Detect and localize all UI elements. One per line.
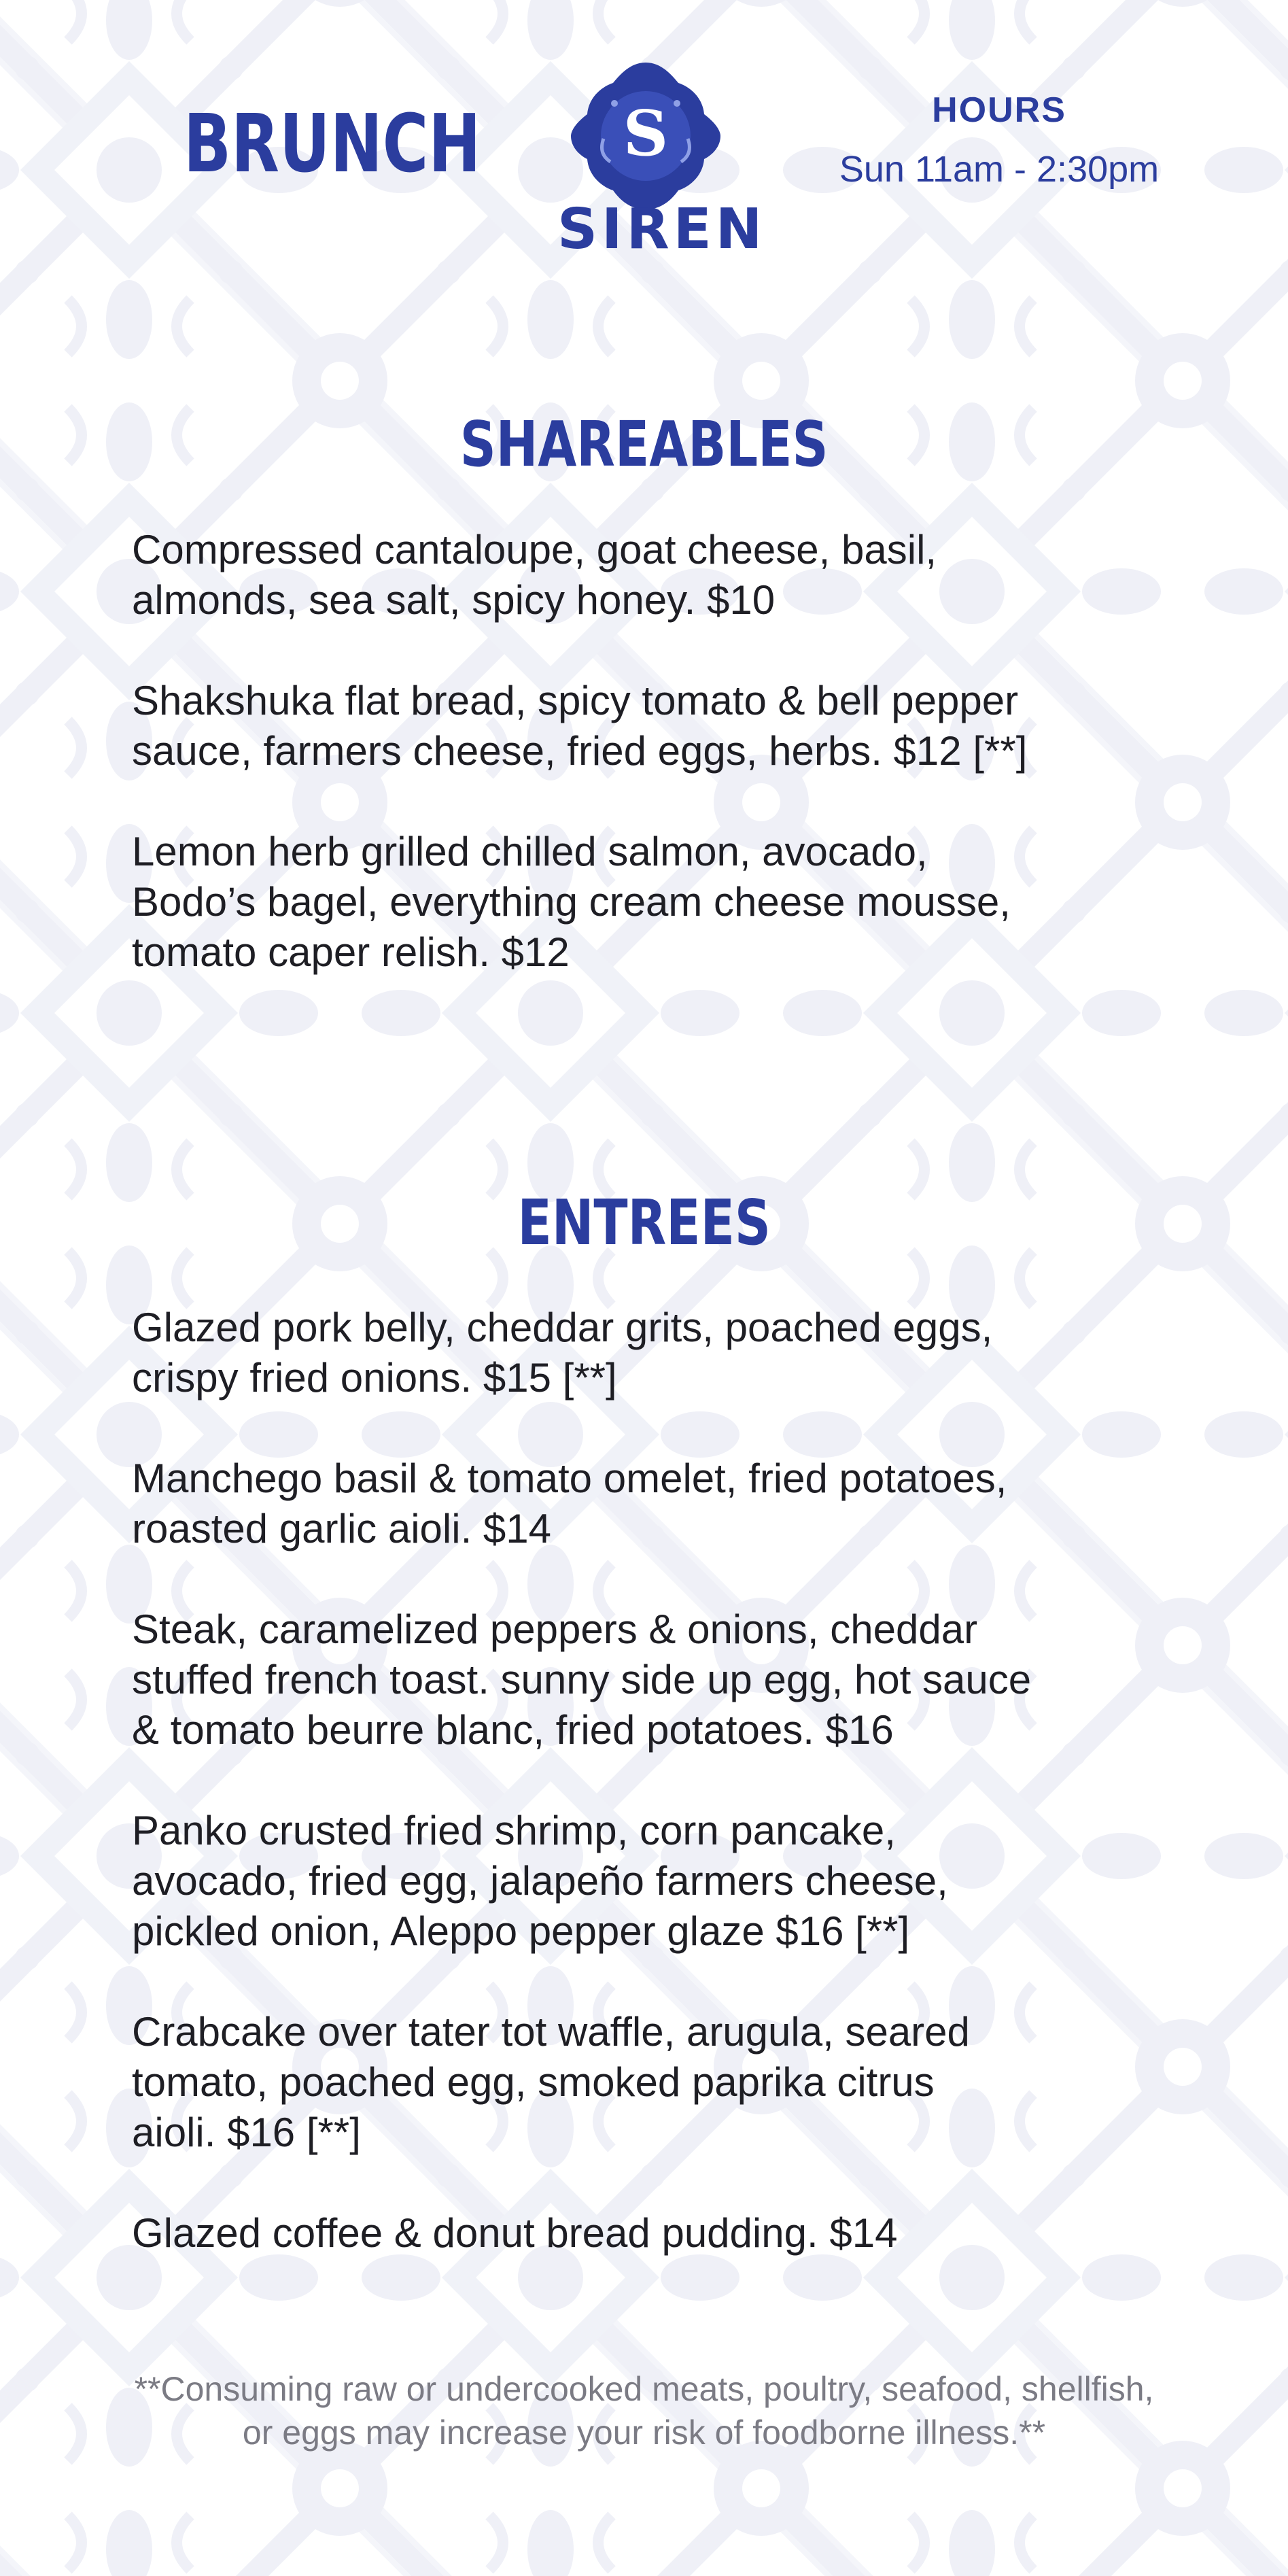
hours-label: HOURS <box>932 90 1066 130</box>
shareables-list <box>132 525 1192 1028</box>
entrees-list <box>132 1303 1192 2309</box>
menu-item: Panko crusted fried shrimp, corn pancake, avocado, fried egg, jalapeño farmers cheese, pickled onion, Aleppo pepper glaze $16 [**] <box>132 1808 948 1954</box>
menu-item: Glazed coffee & donut bread pudding. $14 <box>132 2210 898 2256</box>
menu-item: Glazed pork belly, cheddar grits, poached eggs, crispy fried onions. $15 [**] <box>132 1305 993 1401</box>
siren-emblem-icon <box>570 60 722 212</box>
menu-title: BRUNCH <box>184 97 481 190</box>
entrees-heading <box>0 1186 1288 1259</box>
menu-item: Crabcake over tater tot waffle, arugula, seared tomato, poached egg, smoked paprika citrus aioli. $16 [**] <box>132 2009 970 2155</box>
logo-letter: S <box>623 97 669 170</box>
menu-item: Lemon herb grilled chilled salmon, avocado, Bodo’s bagel, everything cream cheese mousse, tomato caper relish. $12 <box>132 829 1011 975</box>
menu-item: Manchego basil & tomato omelet, fried potatoes, roasted garlic aioli. $14 <box>132 1456 1007 1551</box>
menu-item: Shakshuka flat bread, spicy tomato & bell pepper sauce, farmers cheese, fried eggs, herbs. $12 [**] <box>132 678 1028 774</box>
menu-item: Steak, caramelized peppers & onions, cheddar stuffed french toast. sunny side up egg, hot sauce & tomato beurre blanc, fried potatoes. $16 <box>132 1607 1032 1753</box>
health-disclaimer: **Consuming raw or undercooked meats, poultry, seafood, shellfish, or eggs may increase your risk of foodborne illness.** <box>134 2370 1154 2452</box>
entrees-heading-text: ENTREES <box>517 1186 771 1259</box>
shareables-heading <box>0 408 1288 481</box>
menu-item: Compressed cantaloupe, goat cheese, basil, almonds, sea salt, spicy honey. $10 <box>132 527 937 623</box>
hours-value: Sun 11am - 2:30pm <box>839 149 1160 190</box>
shareables-heading-text: SHAREABLES <box>459 408 829 481</box>
logo-name: SIREN <box>557 197 767 262</box>
